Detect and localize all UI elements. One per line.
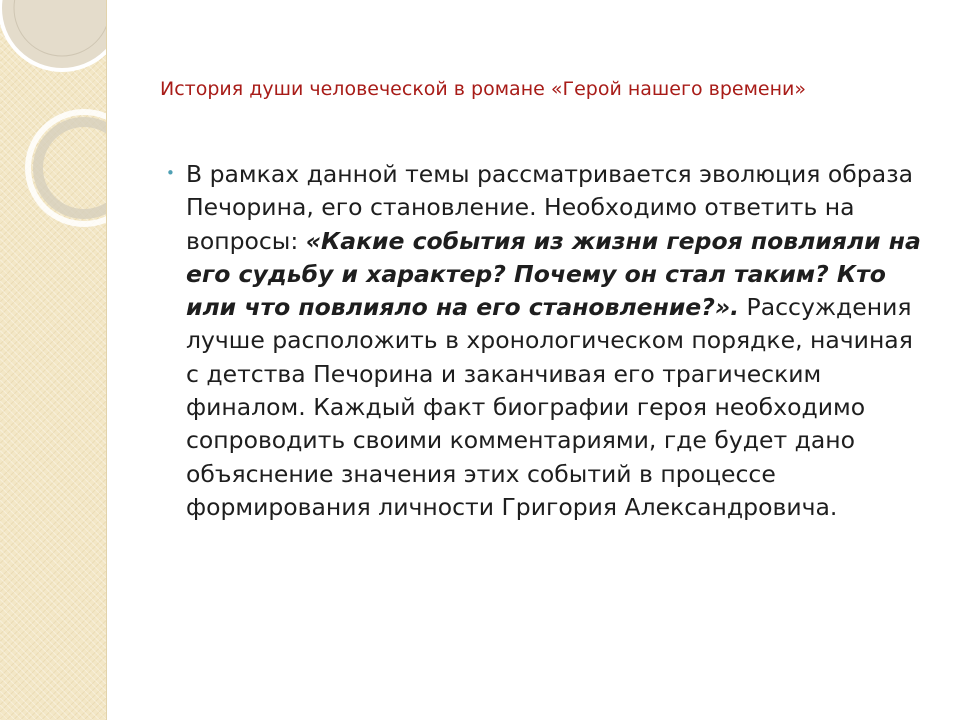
- ring-ornament-icon: [0, 0, 106, 720]
- bullet-text-conclusion: Рассуждения лучше расположить в хронологическом порядке, начиная с детства Печорина и заканчивая его трагическим финалом. Каждый факт биографии героя необходимо сопроводить своими комментариями, где будет дано объяснение значения этих событий в процессе формирования личности Григория Александровича.: [186, 293, 913, 521]
- bullet-paragraph: [186, 158, 931, 524]
- bullet-text-intro: В рамках данной темы рассматривается эволюция образа Печорина, его становление. Необходимо ответить на вопросы:: [186, 160, 913, 255]
- bullet-marker-icon: •: [166, 164, 175, 182]
- bullet-text-questions: «Какие события из жизни героя повлияли на его судьбу и характер? Почему он стал таким? Кто или что повлияло на его становление?».: [186, 226, 921, 322]
- decorative-side-strip: [0, 0, 107, 720]
- slide-title: История души человеческой в романе «Герой нашего времени»: [160, 78, 806, 100]
